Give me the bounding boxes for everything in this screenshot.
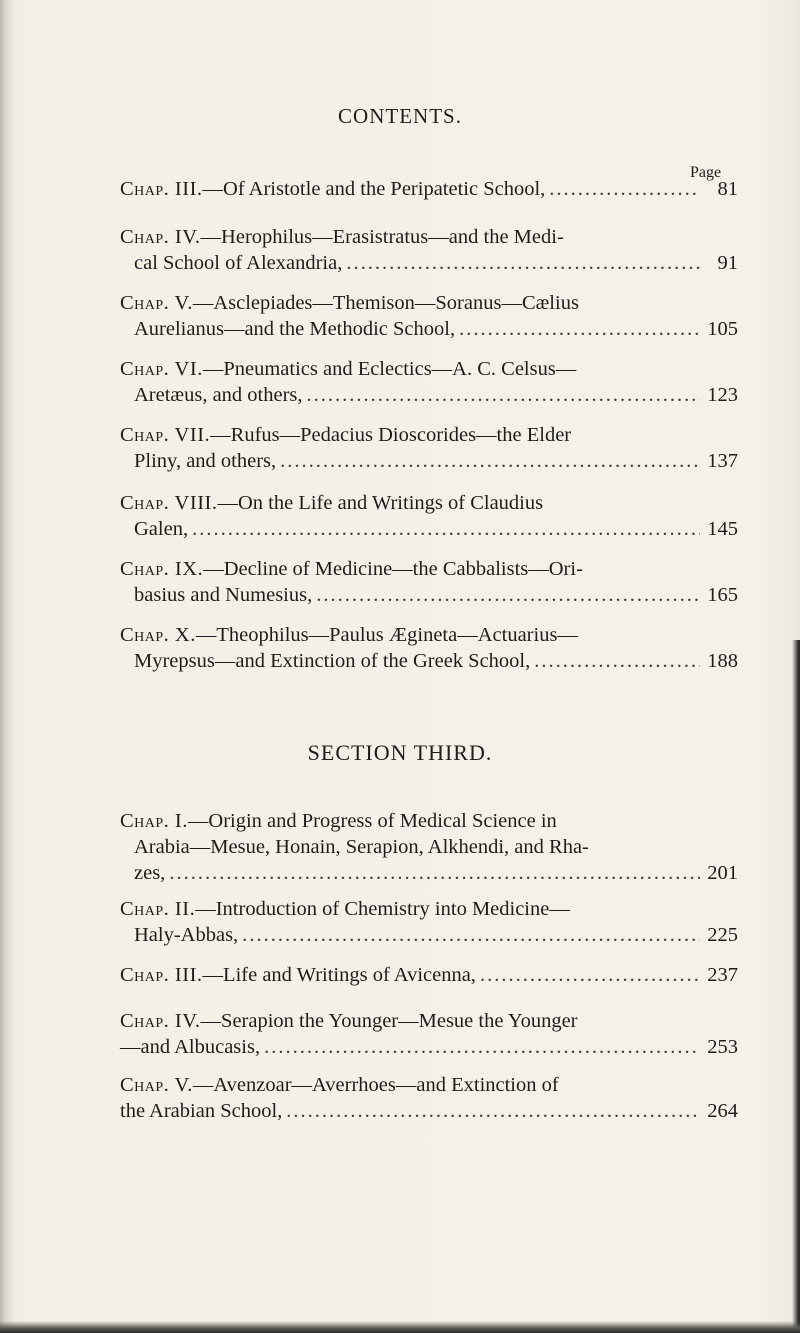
leader-dots <box>286 1098 700 1124</box>
toc-entry[interactable] <box>120 1008 738 1060</box>
page-number: 137 <box>707 450 738 472</box>
leader-dots <box>192 516 700 542</box>
leader-dots <box>549 176 700 202</box>
page-number: 253 <box>707 1036 738 1058</box>
page-number: 123 <box>707 384 738 406</box>
toc-entry[interactable] <box>120 622 738 674</box>
chapter-number: Chap. IV. <box>120 1010 201 1032</box>
page-column-label: Page <box>690 164 722 181</box>
chapter-number: Chap. VII. <box>120 424 211 446</box>
leader-dots <box>307 382 700 408</box>
chapter-title-continued: cal School of Alexandria, <box>134 252 343 274</box>
chapter-title: —Introduction of Chemistry into Medicine— <box>195 898 570 920</box>
page-number: 188 <box>707 650 738 672</box>
chapter-number: Chap. III. <box>120 178 203 200</box>
page-number: 105 <box>707 318 738 340</box>
page-number: 91 <box>717 252 738 274</box>
toc-entry[interactable] <box>120 224 738 276</box>
toc-entry[interactable] <box>120 808 738 886</box>
section-heading: SECTION THIRD. <box>307 740 493 765</box>
page-number: 264 <box>707 1100 738 1122</box>
chapter-number: Chap. X. <box>120 624 196 646</box>
chapter-title-continued: Galen, <box>134 518 189 540</box>
running-head: CONTENTS. <box>338 104 462 128</box>
page-number: 145 <box>707 518 738 540</box>
page-number: 165 <box>707 584 738 606</box>
chapter-number: Chap. III. <box>120 964 203 986</box>
chapter-title-continued: —and Albucasis, <box>120 1036 261 1058</box>
chapter-title: —Of Aristotle and the Peripatetic School, <box>202 178 546 200</box>
leader-dots <box>280 448 700 474</box>
leader-dots <box>264 1034 700 1060</box>
chapter-title-continued: Aretæus, and others, <box>134 384 303 406</box>
chapter-title: —Serapion the Younger—Mesue the Younger <box>200 1010 578 1032</box>
page-number: 225 <box>707 924 738 946</box>
chapter-number: Chap. IX. <box>120 558 204 580</box>
page-binding-shadow <box>0 0 14 1333</box>
toc-entry[interactable] <box>120 556 738 608</box>
chapter-title: —Decline of Medicine—the Cabbalists—Ori- <box>203 558 583 580</box>
leader-dots <box>346 250 700 276</box>
chapter-title: —Herophilus—Erasistratus—and the Medi- <box>200 226 564 248</box>
chapter-number: Chap. II. <box>120 898 196 920</box>
toc-entry[interactable] <box>120 1072 738 1124</box>
toc-entry[interactable] <box>120 356 738 408</box>
chapter-title-continued: zes, <box>134 862 166 884</box>
toc-entry[interactable] <box>120 290 738 342</box>
chapter-number: Chap. VIII. <box>120 492 218 514</box>
chapter-title-continued: Pliny, and others, <box>134 450 277 472</box>
page-number: 237 <box>707 964 738 986</box>
leader-dots <box>316 582 700 608</box>
chapter-title-continued: basius and Numesius, <box>134 584 313 606</box>
chapter-number: Chap. IV. <box>120 226 201 248</box>
chapter-title: —Theophilus—Paulus Ægineta—Actuarius— <box>195 624 578 646</box>
chapter-title-continued: Aurelianus—and the Methodic School, <box>134 318 456 340</box>
chapter-title: —Pneumatics and Eclectics—A. C. Celsus— <box>202 358 577 380</box>
chapter-number: Chap. I. <box>120 810 188 832</box>
leader-dots <box>169 860 700 886</box>
toc-entry[interactable] <box>120 422 738 474</box>
toc-entry[interactable] <box>120 176 738 202</box>
chapter-number: Chap. VI. <box>120 358 203 380</box>
chapter-title: —Life and Writings of Avicenna, <box>202 964 476 986</box>
toc-entry[interactable] <box>120 896 738 948</box>
chapter-title-continued: Haly-Abbas, <box>134 924 239 946</box>
chapter-number: Chap. V. <box>120 292 193 314</box>
chapter-title: —Asclepiades—Themison—Soranus—Cælius <box>192 292 579 314</box>
chapter-title-continued: the Arabian School, <box>120 1100 283 1122</box>
toc-entry[interactable] <box>120 490 738 542</box>
chapter-title: —Avenzoar—Averrhoes—and Extinction of <box>192 1074 559 1096</box>
chapter-title-continued: Arabia—Mesue, Honain, Serapion, Alkhendi, and Rha- <box>134 836 589 858</box>
chapter-title: —Rufus—Pedacius Dioscorides—the Elder <box>210 424 572 446</box>
chapter-number: Chap. V. <box>120 1074 193 1096</box>
leader-dots <box>480 962 700 988</box>
page-number: 81 <box>717 178 738 200</box>
toc-entry[interactable] <box>120 962 738 988</box>
leader-dots <box>242 922 700 948</box>
chapter-title: —On the Life and Writings of Claudius <box>217 492 544 514</box>
leader-dots <box>534 648 700 674</box>
leader-dots <box>459 316 700 342</box>
page-number: 201 <box>707 862 738 884</box>
chapter-title: —Origin and Progress of Medical Science in <box>187 810 557 832</box>
page-bottom-shadow <box>0 1321 800 1333</box>
chapter-title-continued: Myrepsus—and Extinction of the Greek School, <box>134 650 531 672</box>
